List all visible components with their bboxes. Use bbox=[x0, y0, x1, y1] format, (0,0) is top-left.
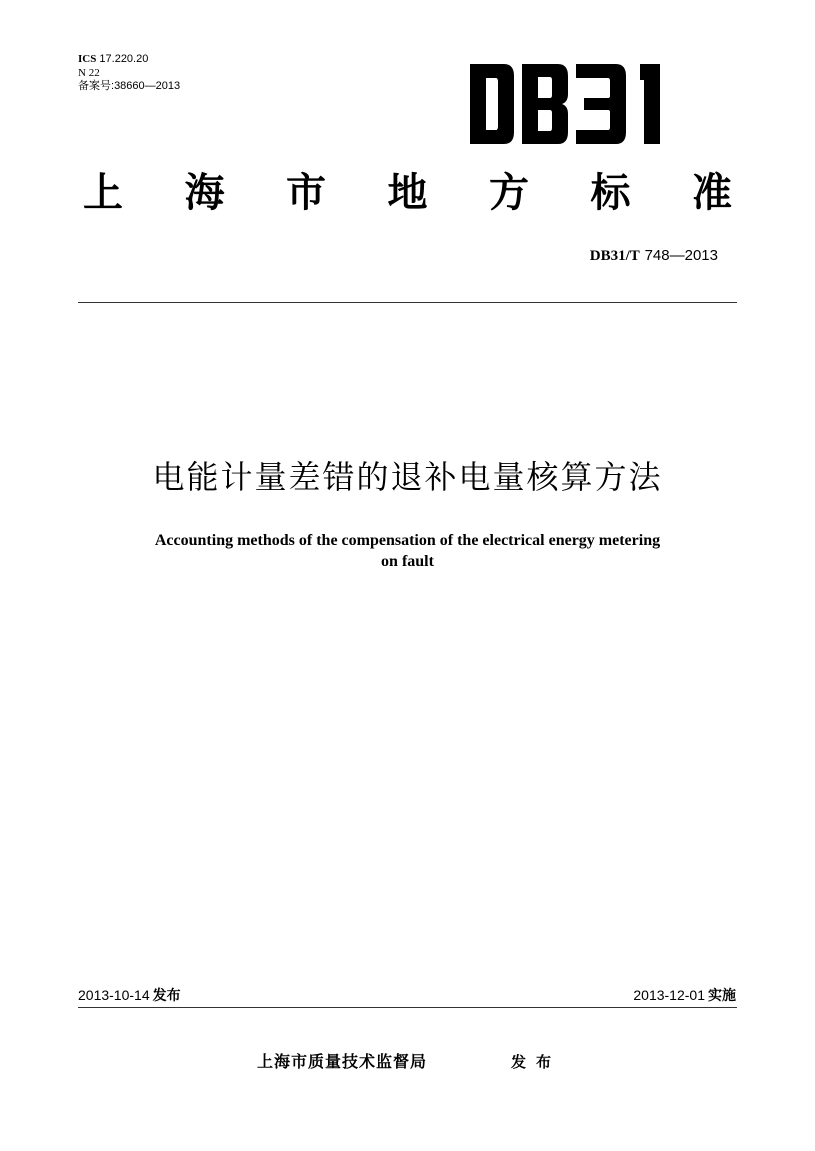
filing-label: 备案号: bbox=[78, 80, 115, 92]
publisher-name: 上海市质量技术监督局 bbox=[257, 1052, 428, 1071]
top-divider bbox=[78, 302, 737, 303]
db31-logo bbox=[470, 64, 692, 144]
heading-char: 标 bbox=[590, 170, 631, 216]
ics-line bbox=[78, 53, 180, 67]
title-english bbox=[100, 530, 715, 572]
title-english-line-1: Accounting methods of the compensation of the electrical energy metering bbox=[154, 532, 661, 549]
issue-date bbox=[78, 985, 181, 1005]
title-english-line-2: on fault bbox=[381, 553, 434, 570]
heading-char: 上 bbox=[83, 170, 123, 216]
filing-line bbox=[78, 80, 180, 94]
standard-number bbox=[590, 246, 718, 265]
bottom-divider bbox=[78, 1007, 737, 1008]
heading-char: 市 bbox=[286, 170, 326, 216]
ics-label: ICS bbox=[78, 53, 97, 65]
implementation-date-label: 实施 bbox=[708, 988, 736, 1004]
filing-number: 38660—2013 bbox=[114, 80, 181, 92]
category-code: N 22 bbox=[78, 66, 100, 79]
title-chinese: 电能计量差错的退补电量核算方法 bbox=[152, 458, 663, 496]
heading-char: 海 bbox=[184, 170, 225, 216]
ics-code: 17.220.20 bbox=[99, 53, 149, 65]
local-standard-heading bbox=[75, 162, 740, 224]
heading-char: 方 bbox=[489, 170, 529, 216]
standard-prefix: DB31/T bbox=[589, 248, 640, 264]
publisher-action: 发布 bbox=[511, 1053, 562, 1071]
standard-code: 748—2013 bbox=[644, 247, 718, 264]
classification-block bbox=[78, 53, 180, 94]
heading-char: 准 bbox=[692, 170, 732, 216]
issue-date-label: 发布 bbox=[152, 988, 181, 1004]
implementation-date bbox=[633, 985, 736, 1005]
issue-date-value: 2013-10-14 bbox=[78, 987, 150, 1003]
implementation-date-value: 2013-12-01 bbox=[633, 987, 705, 1003]
heading-char: 地 bbox=[387, 170, 428, 216]
